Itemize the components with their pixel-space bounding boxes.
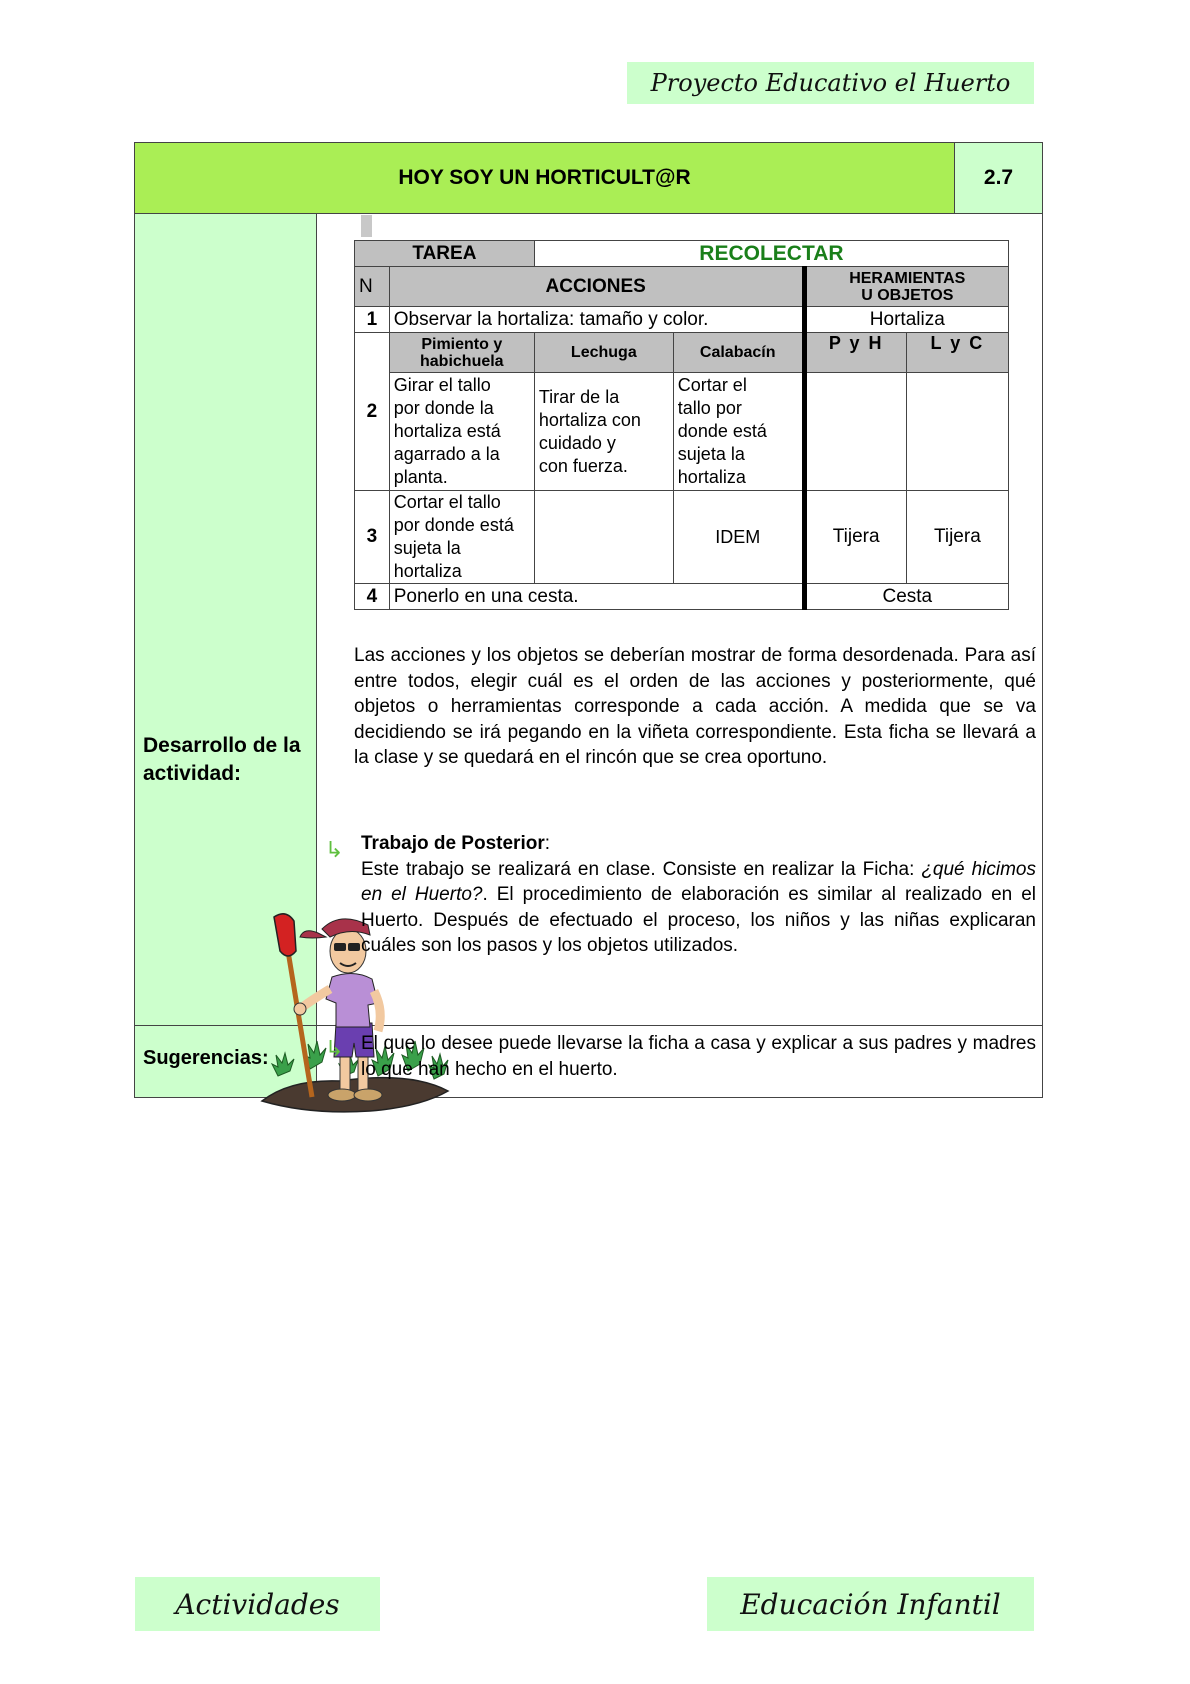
tarea-value: RECOLECTAR [534, 241, 1008, 267]
row3-n: 3 [355, 491, 390, 584]
step-line: Tirar de la [538, 386, 620, 407]
posterior-block [361, 831, 1036, 959]
step-line: hortaliza está [393, 421, 501, 441]
table-row [355, 267, 1009, 307]
header-acciones: ACCIONES [389, 267, 804, 307]
step-line: donde está [677, 421, 767, 441]
subheader-pimiento [389, 333, 534, 373]
row3-lyc: Tijera [906, 491, 1008, 584]
step-line: sujeta la [677, 444, 745, 464]
table-row [355, 491, 1009, 584]
posterior-text-after: . El procedimiento de elaboración es similar al realizado en el Huerto. Después de efectuado el proceso, los niños y las niñas explicaran cuáles son los pasos y los objetos utilizados. [361, 884, 1036, 956]
task-table [354, 240, 1009, 610]
row2-lechuga [534, 373, 673, 491]
table-row [355, 333, 1009, 373]
header-herramientas [804, 267, 1008, 307]
subheader-lyc: L y C [906, 333, 1008, 373]
header-herramientas-line2: U OBJETOS [861, 286, 954, 304]
footer-education-tag [707, 1577, 1034, 1631]
row2-n: 2 [355, 333, 390, 491]
step-line: hortaliza [677, 467, 746, 487]
step-line: por donde está [393, 515, 514, 535]
project-header-tag [627, 62, 1034, 104]
header-herramientas-line1: HERAMIENTAS [849, 269, 966, 287]
activity-number-cell [955, 143, 1042, 214]
activity-title: HOY SOY UN HORTICULT@R [398, 166, 691, 189]
activity-description: Las acciones y los objetos se deberían mostrar de forma desordenada. Para así entre todos, elegir cuál es el orden de las acciones y posteriormente, qué objetos o herramientas corresponde a cada acción. A medida que se va decidiendo se irá pegando en la viñeta correspondiente. Esta ficha se llevará a la clase y se quedará en el rincón que se crea oportuno. [354, 645, 1036, 768]
row2-pimiento [389, 373, 534, 491]
row3-calabacin: IDEM [673, 491, 804, 584]
row1-action: Observar la hortaliza: tamaño y color. [389, 307, 804, 333]
step-line: Cortar el tallo [393, 492, 501, 512]
subheader-pyh: P y H [804, 333, 906, 373]
posterior-text [361, 857, 1036, 959]
footer-activities-tag [135, 1577, 380, 1631]
row1-n: 1 [355, 307, 390, 333]
activity-title-bar [135, 143, 955, 214]
step-line: Cortar el [677, 375, 747, 395]
step-line: con fuerza. [538, 455, 628, 476]
activity-number: 2.7 [983, 166, 1014, 189]
table-row [355, 373, 1009, 491]
posterior-colon: : [544, 833, 551, 854]
step-line: planta. [393, 467, 448, 487]
header-n: N [355, 267, 390, 307]
row2-lyc [906, 373, 1008, 491]
table-row [355, 241, 1009, 267]
step-line: sujeta la [393, 538, 461, 558]
label-sugerencias: Sugerencias: [143, 1047, 269, 1069]
table-row [355, 584, 1009, 610]
tarea-label: TAREA [355, 241, 535, 267]
posterior-ficha-title: ¿qué hicimos en el Huerto? [361, 858, 1036, 905]
row4-n: 4 [355, 584, 390, 610]
step-line: por donde la [393, 398, 494, 418]
posterior-title: Trabajo de Posterior [361, 833, 545, 854]
row3-pyh: Tijera [804, 491, 906, 584]
row2-pyh [804, 373, 906, 491]
arrow-bullet-icon: ↳ [325, 1036, 344, 1061]
decorative-bar [361, 215, 372, 237]
project-title: Proyecto Educativo el Huerto [650, 69, 1011, 97]
posterior-heading [361, 831, 1036, 857]
footer-left-label: Actividades [175, 1587, 340, 1621]
subheader-lechuga: Lechuga [534, 333, 673, 373]
arrow-bullet-icon: ↳ [325, 837, 344, 862]
posterior-text-before: Este trabajo se realizará en clase. Consiste en realizar la Ficha: [361, 858, 922, 880]
label-desarrollo: Desarrollo de la actividad: [143, 734, 301, 785]
row1-tool: Hortaliza [804, 307, 1008, 333]
subheader-calabacin: Calabacín [673, 333, 804, 373]
activity-card [134, 142, 1043, 1098]
step-line: hortaliza [393, 561, 462, 581]
row3-lechuga [534, 491, 673, 584]
sugerencia-text: El que lo desee puede llevarse la ficha a casa y explicar a sus padres y madres lo que han hecho en el huerto. [361, 1033, 1036, 1080]
step-line: Girar el tallo [393, 375, 491, 395]
row4-tool: Cesta [804, 584, 1008, 610]
subheader-pimiento-line2: habichuela [420, 352, 504, 370]
row4-action: Ponerlo en una cesta. [389, 584, 804, 610]
step-line: agarrado a la [393, 444, 500, 464]
step-line: cuidado y [538, 432, 616, 453]
table-row [355, 307, 1009, 333]
row2-calabacin [673, 373, 804, 491]
step-line: hortaliza con [538, 409, 641, 430]
row3-pimiento [389, 491, 534, 584]
subheader-pimiento-line1: Pimiento y [421, 335, 503, 353]
footer-right-label: Educación Infantil [740, 1587, 1001, 1621]
step-line: tallo por [677, 398, 742, 418]
